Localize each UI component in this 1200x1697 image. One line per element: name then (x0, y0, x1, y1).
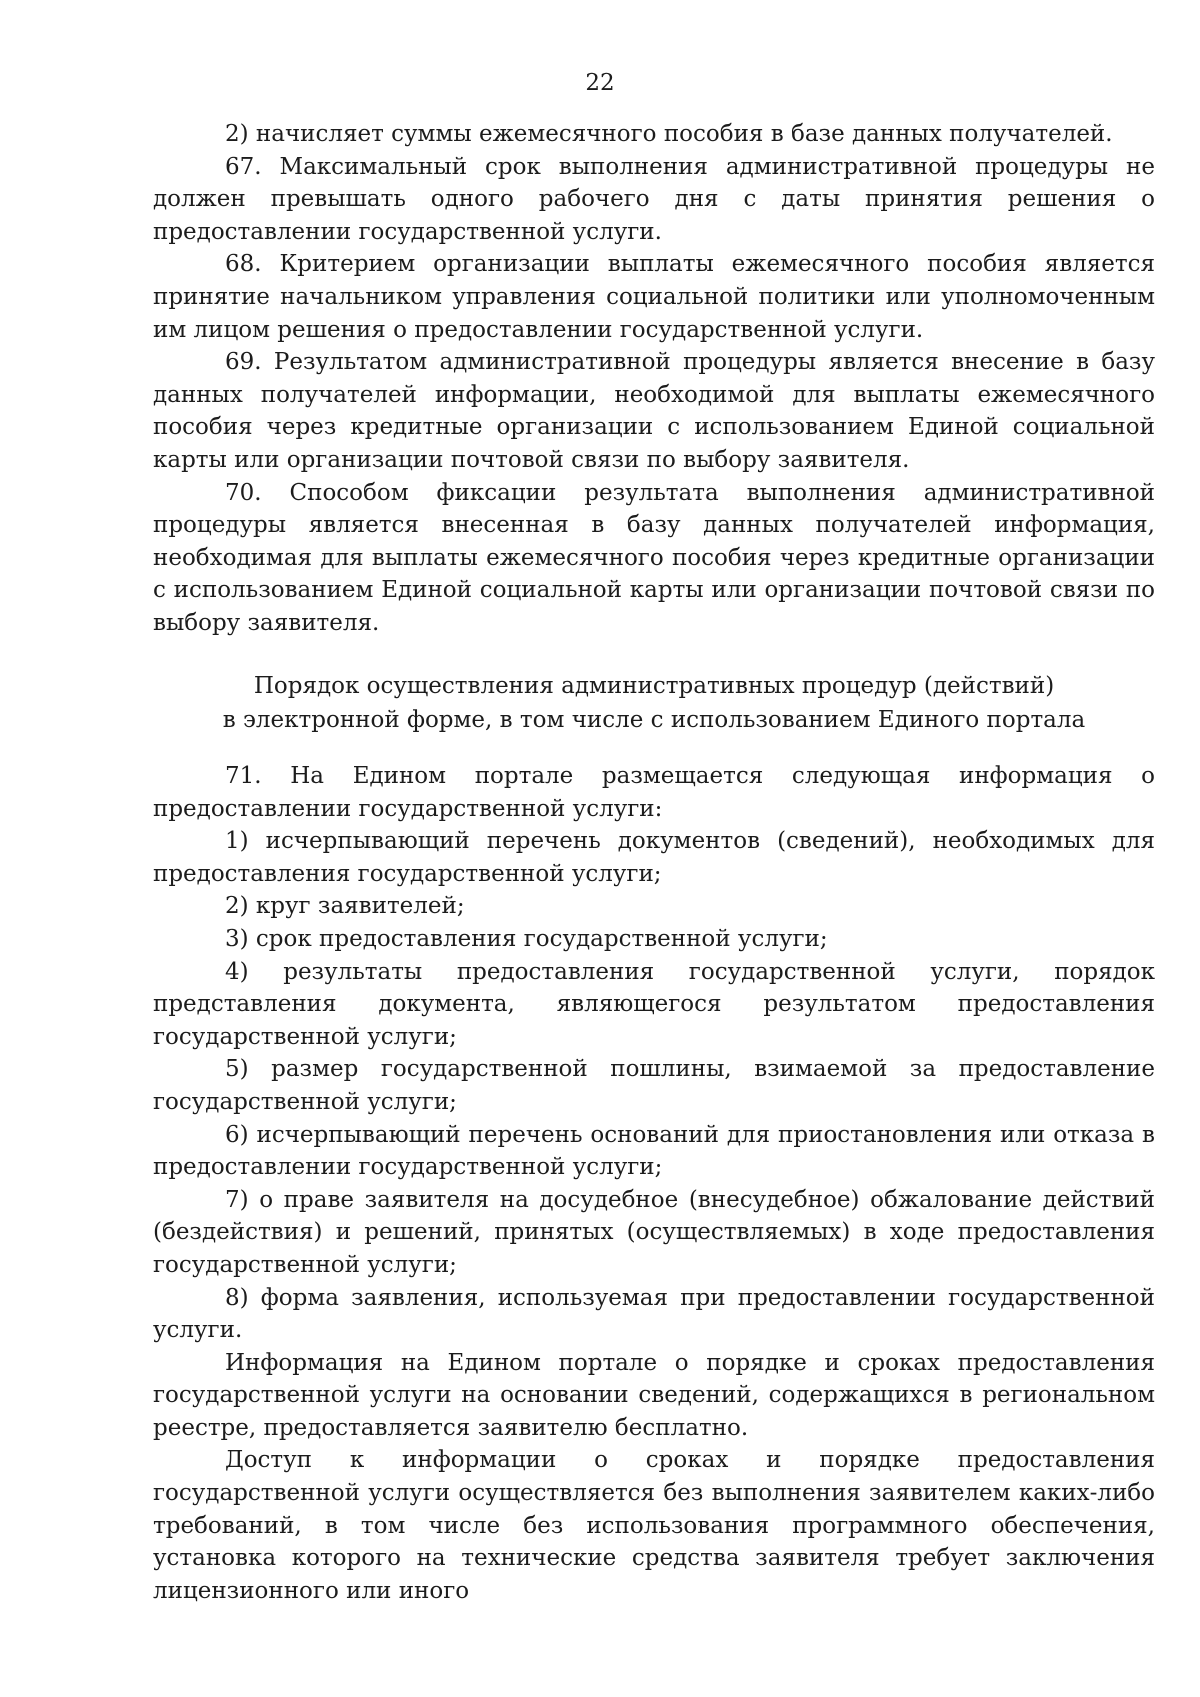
list-item-7: 7) о праве заявителя на досудебное (внесудебное) обжалование действий (бездействия) и решений, принятых (осуществляемых) в ходе предоставления государственной услуги; (153, 1186, 1155, 1278)
list-item-3: 3) срок предоставления государственной услуги; (225, 925, 828, 952)
list-item-8: 8) форма заявления, используемая при предоставлении государственной услуги. (153, 1284, 1155, 1344)
paragraph-info-free: Информация на Едином портале о порядке и сроках предоставления государственной услуги на основании сведений, содержащихся в региональном реестре, предоставляется заявителю бесплатно. (153, 1349, 1155, 1441)
paragraph-69: 69. Результатом административной процедуры является внесение в базу данных получателей информации, необходимой для выплаты ежемесячного пособия через кредитные организации с использованием Единой социальной карты или организации почтовой связи по выбору заявителя. (153, 349, 1155, 473)
list-item-6: 6) исчерпывающий перечень оснований для приостановления или отказа в предоставлении государственной услуги; (153, 1121, 1155, 1181)
section-heading (153, 669, 1155, 737)
paragraph-67: 67. Максимальный срок выполнения административной процедуры не должен превышать одного рабочего дня с даты принятия решения о предоставлении государственной услуги. (153, 153, 1155, 245)
list-item-5: 5) размер государственной пошлины, взимаемой за предоставление государственной услуги; (153, 1056, 1155, 1115)
paragraph-access: Доступ к информации о сроках и порядке предоставления государственной услуги осуществляется без выполнения заявителем каких-либо требований, в том числе без использования программного обеспечения, установка которого на технические средства заявителя требует заключения лицензионного или иного (153, 1447, 1155, 1604)
section-heading-line-2: в электронной форме, в том числе с использованием Единого портала (222, 707, 1086, 733)
paragraph-item-2: 2) начисляет суммы ежемесячного пособия в базе данных получателей. (225, 121, 1113, 147)
top-paragraphs (153, 118, 1155, 640)
paragraph-71: 71. На Едином портале размещается следующая информация о предоставлении государственной услуги: (153, 763, 1155, 822)
section-heading-line-1: Порядок осуществления административных процедур (действий) (253, 673, 1055, 699)
list-item-2: 2) круг заявителей; (225, 893, 465, 920)
page-number: 22 (585, 70, 615, 96)
paragraph-68: 68. Критерием организации выплаты ежемесячного пособия является принятие начальником управления социальной политики или уполномоченным им лицом решения о предоставлении государственной услуги. (153, 251, 1155, 343)
bottom-paragraphs (153, 760, 1155, 1607)
list-item-4: 4) результаты предоставления государственной услуги, порядок представления документа, являющегося результатом предоставления государственной услуги; (153, 958, 1155, 1050)
list-item-1: 1) исчерпывающий перечень документов (сведений), необходимых для предоставления государственной услуги; (153, 828, 1155, 887)
paragraph-70: 70. Способом фиксации результата выполнения административной процедуры является внесенная в базу данных получателей информация, необходимая для выплаты ежемесячного пособия через кредитные организации с использованием Единой социальной карты или организации почтовой связи по выбору заявителя. (153, 479, 1155, 636)
